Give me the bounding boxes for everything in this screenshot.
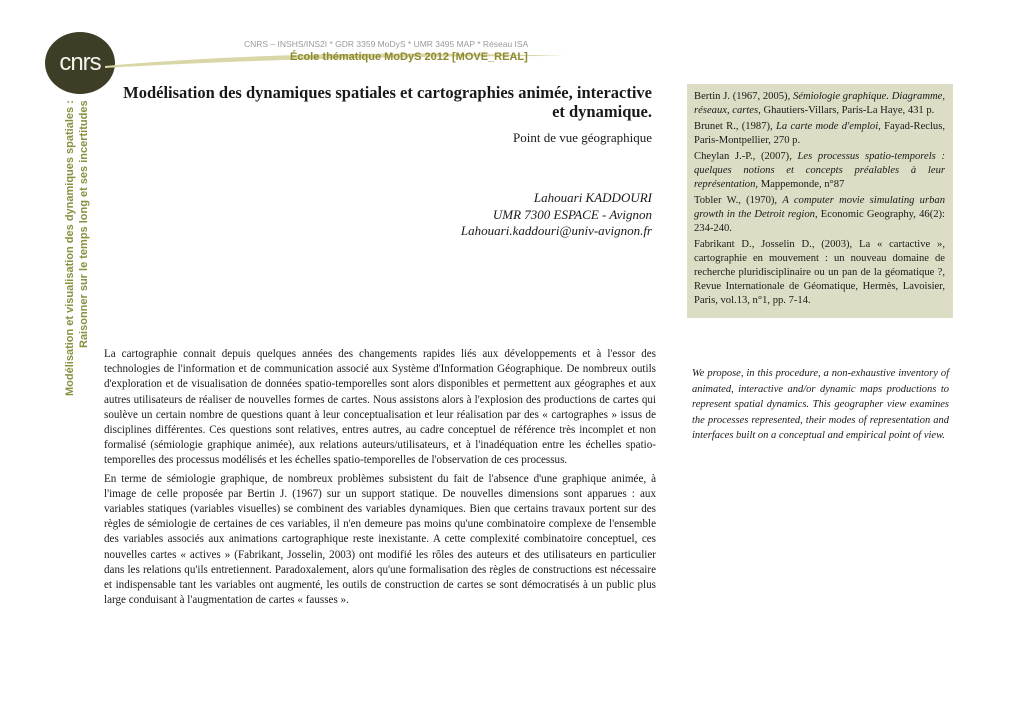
author-block: [300, 190, 652, 240]
body-paragraph-1: La cartographie connait depuis quelques années des changements rapides liés aux développements et à l'essor des technologies de l'information et de communication associé aux Système d'Information Géographique. De nombreux outils d'exploration et de visualisation de données spatio-temporelles sont alors disponibles et permettent aux géographes et aux autres utilisateurs de réaliser de nouvelles formes de cartes. Nous assistons alors à l'explosion des productions de cartes qui soulève un certain nombre de questions quant à leur conceptualisation et leur réalisation par des « cartographes » issus de disciplines différentes. Ces questions sont relatives, entres autres, au cadre conceptuel de référence très incomplet et non formalisé (sémiologie graphique animée), aux relations auteurs/utilisateurs, et à l'inadéquation entre les échelles spatio-temporelles des processus modélisés et les échelles spatio-temporelles de l'observation de ces processus.: [104, 348, 656, 467]
side-vertical-title: [63, 100, 91, 396]
side-title-line1: Modélisation et visualisation des dynamiques spatiales :: [64, 100, 76, 396]
author-email: Lahouari.kaddouri@univ-avignon.fr: [460, 223, 652, 238]
side-title-line2: Raisonner sur le temps long et ses incertitudes: [78, 100, 90, 348]
body-paragraph-2: En terme de sémiologie graphique, de nombreux problèmes subsistent du fait de l'absence d'une graphique animée, à l'image de celle proposée par Bertin J. (1967) sur un support statique. De nouvelles dimensions sont apparues : aux variables statiques (variables visuelles) se combinent des variables dynamiques. Bien que certains travaux portent sur des règles de sémiologie de certaines de ces variables, il n'en demeure pas moins qu'une combinatoire complexe de l'ensemble des variables associés aux animations cartographique reste inexistante. A cette complexité combinatoire conceptuel, ces nouvelles cartes « actives » (Fabrikant, Josselin, 2003) ont modifié les rôles des auteurs et des utilisateurs en particulier dans les relations qu'ils entretiennent. Paradoxalement, alors qu'une formalisation des règles de constructions est nécessaire et indispensable tant les variables ont augmenté, les outils de construction de cartes se sont démocratisés à un public plus large conduisant à l'augmentation de cartes « fausses ».: [104, 472, 656, 607]
header-affiliations: CNRS – INSHS/INS2I * GDR 3359 MoDyS * UMR 3495 MAP * Réseau ISA: [244, 39, 529, 49]
paper-title-line2: et dynamique.: [552, 102, 652, 121]
cnrs-logo-text: cnrs: [59, 49, 101, 76]
reference-item: Tobler W., (1970), A computer movie simulating urban growth in the Detroit region, Economic Geography, 46(2): 234-240.: [694, 195, 945, 234]
body-text: [104, 347, 656, 608]
paper-title-line1: Modélisation des dynamiques spatiales et cartographies animée, interactive: [123, 83, 652, 102]
author-name: Lahouari KADDOURI: [533, 190, 652, 205]
reference-item: Bertin J. (1967, 2005), Sémiologie graphique. Diagramme, réseaux, cartes, Ghautiers-Villars, Paris-La Haye, 431 p.: [694, 91, 945, 116]
reference-item: Brunet R., (1987), La carte mode d'emploi, Fayad-Reclus, Paris-Montpellier, 270 p.: [694, 121, 945, 146]
reference-item: Cheylan J.-P., (2007), Les processus spatio-temporels : quelques notions et concepts préalables à leur représentation, Mappemonde, n°87: [694, 151, 945, 190]
english-abstract: We propose, in this procedure, a non-exhaustive inventory of animated, interactive and/or dynamic maps productions to represent spatial dynamics. This geographer view examines the processes represented, their modes of representation and interfaces built on a conceptual and empirical point of view.: [692, 368, 949, 441]
references-box: [687, 84, 953, 318]
paper-title: [104, 83, 652, 121]
paper-subtitle: Point de vue géographique: [513, 130, 652, 145]
reference-item: Fabrikant D., Josselin D., (2003), La « cartactive », cartographie en mouvement : un nouveau domaine de recherche pluridisciplinaire ou un pan de la géomatique ?, Revue Internationale de Géomatique, Hermès, Lavoisier, Paris, vol.13, n°1, pp. 7-14.: [694, 239, 945, 306]
header-school-title: École thématique MoDyS 2012 [MOVE_REAL]: [290, 51, 528, 63]
author-affiliation: UMR 7300 ESPACE - Avignon: [492, 206, 652, 222]
